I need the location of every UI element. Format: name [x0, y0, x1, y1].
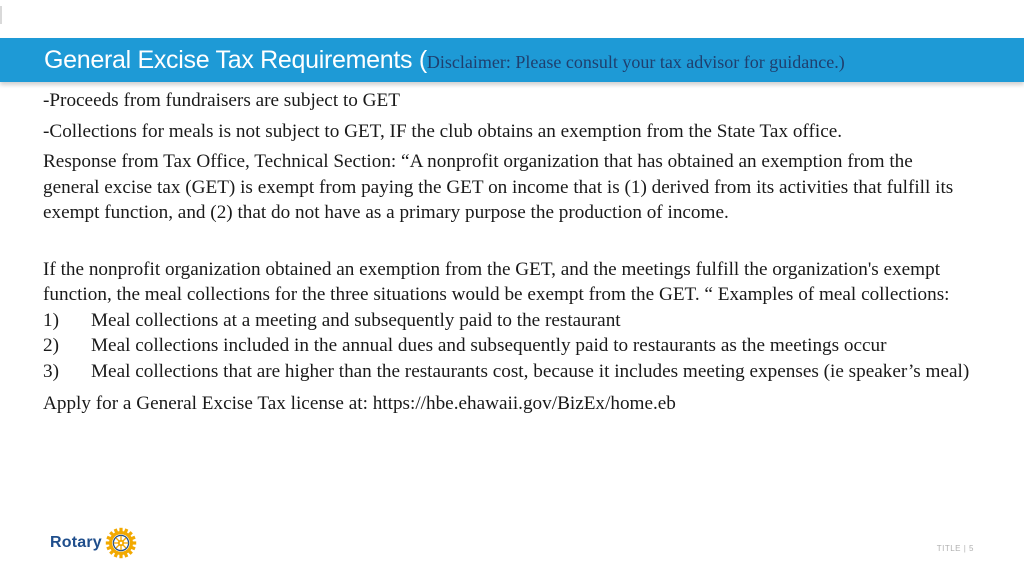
- example-text: Meal collections at a meeting and subsequently paid to the restaurant: [91, 309, 621, 331]
- page-footer: TITLE | 5: [936, 544, 974, 553]
- apply-license-line: Apply for a General Excise Tax license at: https://hbe.ehawaii.gov/BizEx/home.eb: [43, 392, 676, 414]
- example-number: 2): [43, 335, 59, 357]
- title-disclaimer: Disclaimer: Please consult your tax advisor for guidance.): [426, 52, 845, 72]
- example-item-3: [43, 359, 973, 385]
- example-item-2: [43, 333, 973, 359]
- example-number: 3): [43, 360, 59, 382]
- example-text: Meal collections that are higher than the restaurants cost, because it includes meeting expenses (ie speaker’s meal): [91, 360, 970, 382]
- example-number: 1): [43, 309, 59, 331]
- body-text: [43, 88, 973, 416]
- tax-office-response: Response from Tax Office, Technical Section: “A nonprofit organization that has obtained an exemption from the general excise tax (GET) is exempt from paying the GET on income that is (1) derived from its activities that fulfill its exempt function, and (2) that do not have as a primary purpose the production of income.: [43, 151, 954, 224]
- paragraph-spacer: [43, 226, 973, 252]
- rotary-logo-text: Rotary: [50, 534, 102, 551]
- rotary-wheel-icon: [105, 527, 137, 559]
- bullet-meal-collections: -Collections for meals is not subject to GET, IF the club obtains an exemption from the State Tax office.: [43, 120, 843, 142]
- example-text: Meal collections included in the annual dues and subsequently paid to restaurants as the meetings occur: [91, 335, 887, 357]
- slide-title: [44, 45, 845, 79]
- example-item-1: [43, 308, 973, 334]
- bullet-fundraisers: -Proceeds from fundraisers are subject to GET: [43, 90, 400, 111]
- rotary-logo: [50, 528, 137, 558]
- tax-office-response-continued: If the nonprofit organization obtained an exemption from the GET, and the meetings fulfill the organization's exempt function, the meal collections for the three situations would be exempt from the GET. “ Examples of meal collections:: [43, 258, 950, 306]
- title-main: General Excise Tax Requirements (: [44, 46, 427, 74]
- edge-marker: [0, 6, 2, 24]
